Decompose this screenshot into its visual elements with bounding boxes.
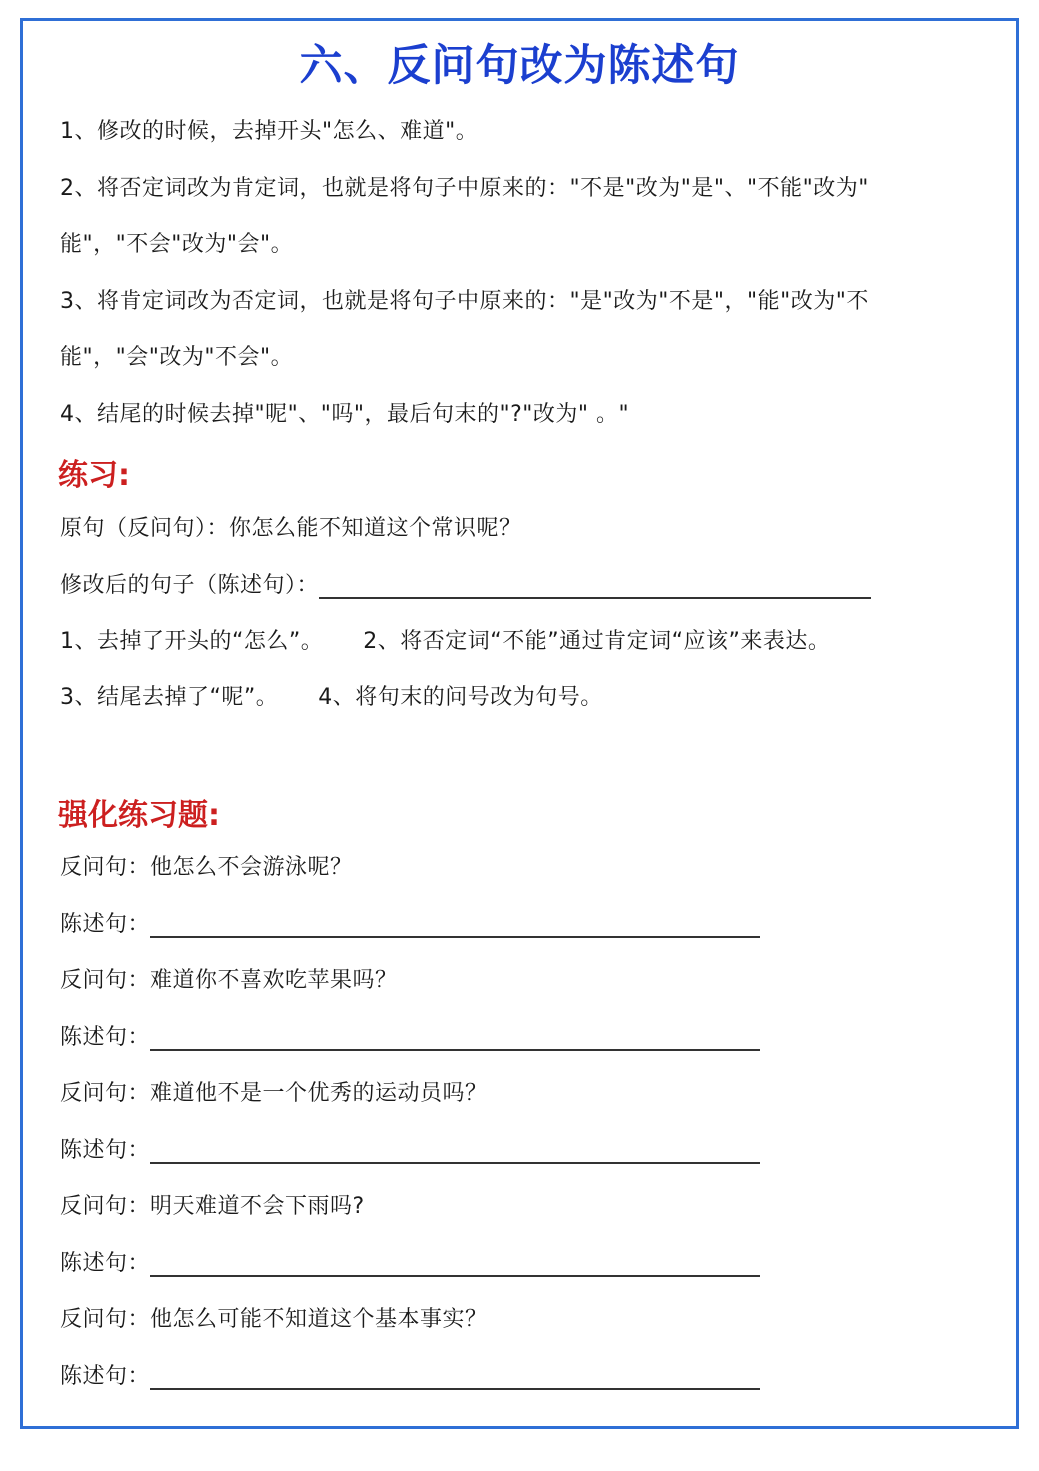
exercise-3-question: 反问句：难道他不是一个优秀的运动员吗？	[60, 1081, 488, 1106]
exercise-2-question: 反问句：难道你不喜欢吃苹果吗？	[60, 968, 398, 993]
practice-answer-label: 修改后的句子（陈述句）：	[60, 573, 320, 598]
practice-heading: 练习:	[58, 458, 130, 493]
rule-2: 2、将否定词改为肯定词，也就是将句子中原来的："不是"改为"是"、"不能"改为"	[60, 176, 869, 201]
exercise-5-answer-row	[60, 1359, 760, 1390]
practice-note-2: 2、将否定词“不能”通过肯定词“应该”来表达。	[363, 629, 831, 654]
practice-answer-row	[60, 568, 871, 599]
practice-notes-row-2	[60, 680, 603, 711]
practice-note-3: 3、结尾去掉了“呢”。	[60, 685, 279, 710]
exercise-3-answer-row	[60, 1133, 760, 1164]
exercise-4-question: 反问句：明天难道不会下雨吗?	[60, 1194, 365, 1219]
exercise-answer-label: 陈述句：	[60, 1364, 151, 1389]
exercise-answer-label: 陈述句：	[60, 1138, 151, 1163]
rule-3-continued: 能"，"会"改为"不会"。	[60, 345, 294, 370]
practice-answer-blank[interactable]	[319, 573, 871, 599]
practice-notes-row-1	[60, 624, 830, 655]
practice-original-sentence: 原句（反问句）：你怎么能不知道这个常识呢？	[60, 516, 522, 541]
rule-3: 3、将肯定词改为否定词，也就是将句子中原来的："是"改为"不是"，"能"改为"不	[60, 289, 869, 314]
exercise-2-answer-row	[60, 1020, 760, 1051]
page-title: 六、反问句改为陈述句	[299, 41, 740, 91]
exercise-4-answer-blank[interactable]	[150, 1251, 760, 1277]
exercises-heading: 强化练习题:	[58, 798, 220, 833]
rule-2-continued: 能"，"不会"改为"会"。	[60, 232, 294, 257]
practice-note-4: 4、将句末的问号改为句号。	[318, 685, 603, 710]
exercise-1-answer-blank[interactable]	[150, 912, 760, 938]
exercise-2-answer-blank[interactable]	[150, 1025, 760, 1051]
exercise-answer-label: 陈述句：	[60, 912, 151, 937]
rule-1: 1、修改的时候，去掉开头"怎么、难道"。	[60, 119, 479, 144]
exercise-5-question: 反问句：他怎么可能不知道这个基本事实？	[60, 1307, 488, 1332]
rule-4: 4、结尾的时候去掉"呢"、"吗"，最后句末的"?"改为" 。"	[60, 402, 630, 427]
exercise-answer-label: 陈述句：	[60, 1251, 151, 1276]
exercise-1-question: 反问句：他怎么不会游泳呢？	[60, 855, 353, 880]
exercise-answer-label: 陈述句：	[60, 1025, 151, 1050]
exercise-4-answer-row	[60, 1246, 760, 1277]
practice-note-1: 1、去掉了开头的“怎么”。	[60, 629, 324, 654]
exercise-1-answer-row	[60, 907, 760, 938]
exercise-3-answer-blank[interactable]	[150, 1138, 760, 1164]
exercise-5-answer-blank[interactable]	[150, 1364, 760, 1390]
